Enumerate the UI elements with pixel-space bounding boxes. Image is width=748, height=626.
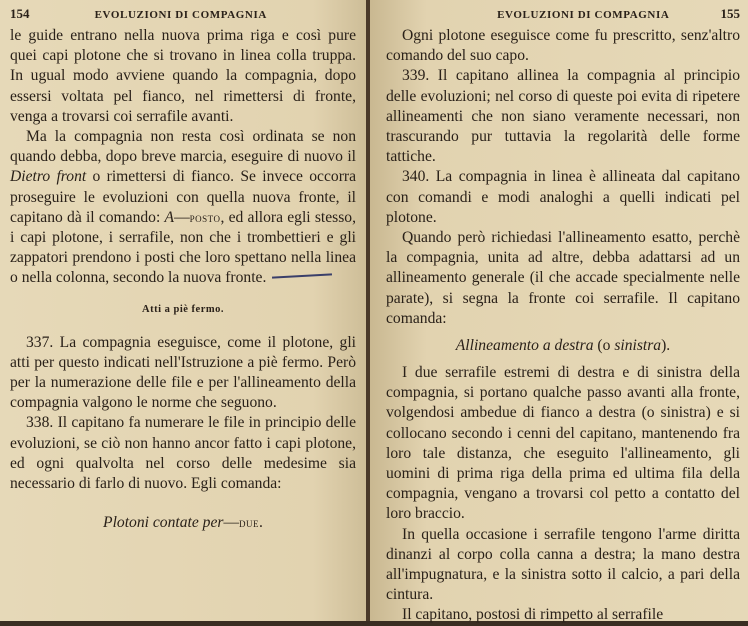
paragraph-340: 340. La compagnia in linea è allineata dal capitano con comandi e modi analoghi a quelli indicati pel plotone. — [386, 168, 740, 226]
running-title: EVOLUZIONI DI COMPAGNIA — [497, 9, 670, 21]
paragraph: Il capitano, postosi di rimpetto al serrafile — [402, 606, 664, 624]
italic-term: Dietro front — [10, 168, 87, 186]
left-page — [0, 0, 368, 621]
paragraph: le guide entrano nella nuova prima riga e così pure quei capi plotone che si trovano in linea colla truppa. In ugual modo avviene quando la compagnia, dopo essersi voltata pel fianco, nel rimettersi di fronte, venga a trovarsi coi serrafile avanti. — [10, 27, 356, 125]
paragraph: I due serrafile estremi di destra e di sinistra della compagnia, si portano qualche passo avanti alla fronte, volgendosi ambedue di fianco a destra (o sinistra) e si collocano secondo i cenni del capitano, mantenendo fra loro tale distanza, che eseguito l'allineamento, gli uomini di prima riga della prima ed ultima fila della compagnia, vengano a trovarsi col petto a contatto del loro braccio. — [386, 364, 740, 523]
section-heading: Atti a piè fermo. — [142, 303, 224, 315]
right-body-text — [386, 26, 740, 626]
page-number: 154 — [10, 6, 30, 21]
paragraph-339: 339. Il capitano allinea la compagnia al principio delle evoluzioni; nel corso di queste poi evita di ripetere allineamenti che non siano veramente necessari, non trascurando pur tuttavia la regolarità delle forme tattiche. — [386, 67, 740, 166]
right-running-head — [386, 6, 740, 24]
paragraph-337: 337. La compagnia eseguisce, come il plotone, gli atti per questo indicati nell'Istruzione a piè fermo. Però per la numerazione delle file e per l'allineamento della compagnia valgono le norme che seguono. — [10, 333, 356, 412]
paragraph-338: 338. Il capitano fa numerare le file in principio delle evoluzioni, se ciò non hanno ancor fatto i capi plotone, ed ogni qualvolta nel corso delle medesime sia necessario di farlo di nuovo. Egli comanda: — [10, 414, 356, 493]
page-number: 155 — [720, 6, 740, 21]
left-body-text — [10, 26, 356, 534]
left-running-head — [10, 6, 356, 24]
pen-mark — [272, 274, 332, 279]
command-line: Allineamento a destra (o sinistra). — [455, 337, 671, 355]
paragraph: Quando però richiedasi l'allineamento esatto, perchè la compagnia, unita ad altre, debba adattarsi ad un allineamento generale (il che accade specialmente nelle parate), si segna la fronte coi serrafile. Il capitano comanda: — [386, 229, 740, 327]
command-line: Plotoni contate per—due. — [103, 514, 263, 532]
paragraph: Ma la compagnia non resta così ordinata se non quando debba, dopo breve marcia, eseguire di nuovo il Dietro front o rimettersi di fianco. Se invece occorra proseguire le evoluzioni con quella nuova fronte, il capitano dà il comando: A—posto, ed allora egli stesso, i capi plotone, i serrafile, non che i trombettieri e gli zappatori prendono i posti che loro spettano nella linea o nella colonna, secondo la nuova fronte. — [10, 128, 357, 287]
paragraph: Ogni plotone eseguisce come fu prescritto, senz'altro comando del suo capo. — [386, 27, 740, 65]
right-page — [370, 0, 748, 624]
running-title: EVOLUZIONI DI COMPAGNIA — [94, 9, 267, 21]
paragraph: In quella occasione i serrafile tengono l'arme diritta dinanzi al corpo colla canna a destra; la mano destra all'impugnatura, e la sinistra sotto il calcio, a pari della cintura. — [386, 525, 740, 604]
